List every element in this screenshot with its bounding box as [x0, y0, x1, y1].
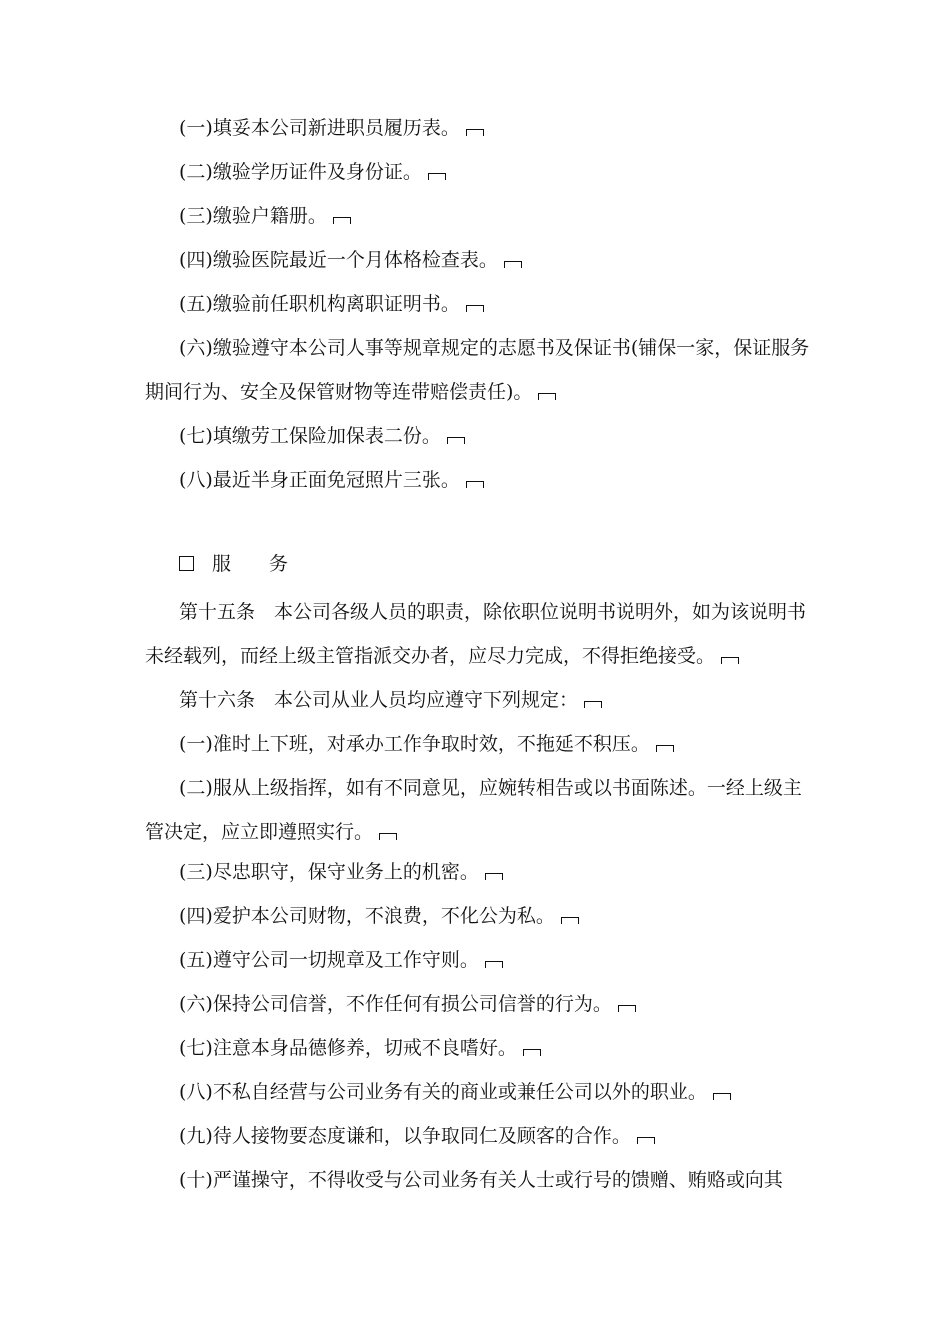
list-item: (六)保持公司信誉，不作任何有损公司信誉的行为。 — [145, 982, 815, 1026]
list-item: (六)缴验遵守本公司人事等规章规定的志愿书及保证书(铺保一家，保证服务期间行为、安全及保管财物等连带赔偿责任)。 — [145, 337, 810, 403]
list-item: (一)填妥本公司新进职员履历表。 — [145, 106, 815, 150]
paragraph-mark-icon — [538, 393, 556, 400]
list-item: (四)爱护本公司财物，不浪费，不化公为私。 — [145, 894, 815, 938]
paragraph-mark-icon — [584, 701, 602, 708]
paragraph-mark-icon — [618, 1005, 636, 1012]
checkbox-square-icon — [179, 556, 194, 571]
list-item: (七)填缴劳工保险加保表二份。 — [145, 414, 815, 458]
list-item: (二)缴验学历证件及身份证。 — [145, 150, 815, 194]
paragraph-mark-icon — [504, 261, 522, 268]
section-heading-char: 服 — [212, 553, 232, 575]
paragraph-mark-icon — [466, 305, 484, 312]
list-item: (十)严谨操守，不得收受与公司业务有关人士或行号的馈赠、贿赂或向其 — [179, 1169, 783, 1191]
paragraph-mark-icon — [656, 745, 674, 752]
paragraph-mark-icon — [485, 961, 503, 968]
list-item: (二)服从上级指挥，如有不同意见，应婉转相告或以书面陈述。一经上级主管决定，应立即遵照实行。 — [145, 777, 802, 843]
paragraph-mark-icon — [637, 1137, 655, 1144]
list-item: (五)遵守公司一切规章及工作守则。 — [145, 938, 815, 982]
list-item: (一)准时上下班，对承办工作争取时效，不拖延不积压。 — [145, 722, 815, 766]
paragraph-mark-icon — [485, 873, 503, 880]
list-item: (五)缴验前任职机构离职证明书。 — [145, 282, 815, 326]
list-item: (四)缴验医院最近一个月体格检查表。 — [145, 238, 815, 282]
paragraph-mark-icon — [333, 217, 351, 224]
list-item: (七)注意本身品德修养，切戒不良嗜好。 — [145, 1026, 815, 1070]
paragraph-mark-icon — [713, 1093, 731, 1100]
section-heading-char: 务 — [269, 553, 289, 575]
list-item: (八)最近半身正面免冠照片三张。 — [145, 458, 815, 502]
paragraph-mark-icon — [561, 917, 579, 924]
list-item: (八)不私自经营与公司业务有关的商业或兼任公司以外的职业。 — [145, 1070, 815, 1114]
paragraph-mark-icon — [466, 129, 484, 136]
paragraph-mark-icon — [523, 1049, 541, 1056]
section-heading — [179, 547, 288, 581]
paragraph-mark-icon — [379, 833, 397, 840]
list-item: (三)尽忠职守，保守业务上的机密。 — [145, 850, 815, 894]
paragraph-mark-icon — [721, 657, 739, 664]
list-item: (三)缴验户籍册。 — [145, 194, 815, 238]
paragraph-mark-icon — [466, 481, 484, 488]
paragraph-mark-icon — [428, 173, 446, 180]
paragraph-mark-icon — [447, 437, 465, 444]
article-15: 第十五条 本公司各级人员的职责，除依职位说明书说明外，如为该说明书未经载列，而经上级主管指派交办者，应尽力完成，不得拒绝接受。 — [145, 601, 807, 667]
article-16: 第十六条 本公司从业人员均应遵守下列规定： — [145, 678, 815, 722]
list-item: (九)待人接物要态度谦和，以争取同仁及顾客的合作。 — [145, 1114, 815, 1158]
